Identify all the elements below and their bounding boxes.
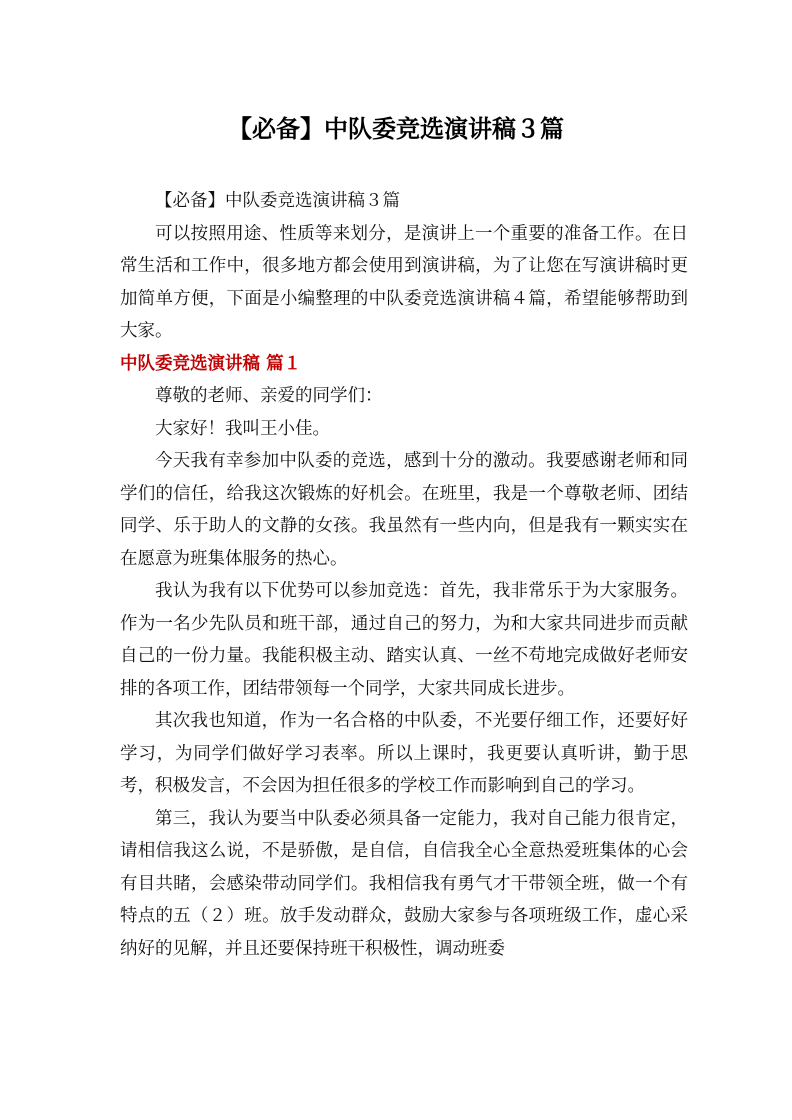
- body-paragraph: 第三，我认为要当中队委必须具备一定能力，我对自己能力很肯定，请相信我这么说，不是骄傲，是自信，自信我全心全意热爱班集体的心会有目共睹，会感染带动同学们。我相信我有勇气才干带领全班，做一个有特点的五（２）班。放手发动群众，鼓励大家参与各项班级工作，虚心采纳好的见解，并且还要保持班干积极性，调动班委: [120, 808, 688, 959]
- section-heading: 中队委竞选演讲稿 篇１: [120, 353, 302, 374]
- salutation-paragraph: 尊敬的老师、亲爱的同学们：: [155, 386, 383, 406]
- intro-paragraph: 可以按照用途、性质等来划分，是演讲上一个重要的准备工作。在日常生活和工作中，很多地方都会使用到演讲稿，为了让您在写演讲稿时更加简单方便，下面是小编整理的中队委竞选演讲稿４篇，希望能够帮助到大家。: [120, 223, 688, 341]
- body-paragraph: 其次我也知道，作为一名合格的中队委，不光要仔细工作，还要好好学习，为同学们做好学习表率。所以上课时，我更要认真听讲，勤于思考，积极发言，不会因为担任很多的学校工作而影响到自己的学习。: [120, 711, 688, 796]
- body-paragraph: 今天我有幸参加中队委的竞选，感到十分的激动。我要感谢老师和同学们的信任，给我这次锻炼的好机会。在班里，我是一个尊敬老师、团结同学、乐于助人的文静的女孩。我虽然有一些内向，但是我有一颗实实在在愿意为班集体服务的热心。: [120, 451, 688, 569]
- document-body: [120, 185, 688, 965]
- greeting-paragraph: 大家好！我叫王小佳。: [155, 418, 330, 439]
- intro-paragraph: 【必备】中队委竞选演讲稿３篇: [155, 191, 400, 211]
- body-paragraph: 我认为我有以下优势可以参加竞选：首先，我非常乐于为大家服务。作为一名少先队员和班干部，通过自己的努力，为和大家共同进步而贡献自己的一份力量。我能积极主动、踏实认真、一丝不苟地完成做好老师安排的各项工作，团结带领每一个同学，大家共同成长进步。: [120, 581, 688, 699]
- document-title: 【必备】中队委竞选演讲稿３篇: [228, 115, 564, 143]
